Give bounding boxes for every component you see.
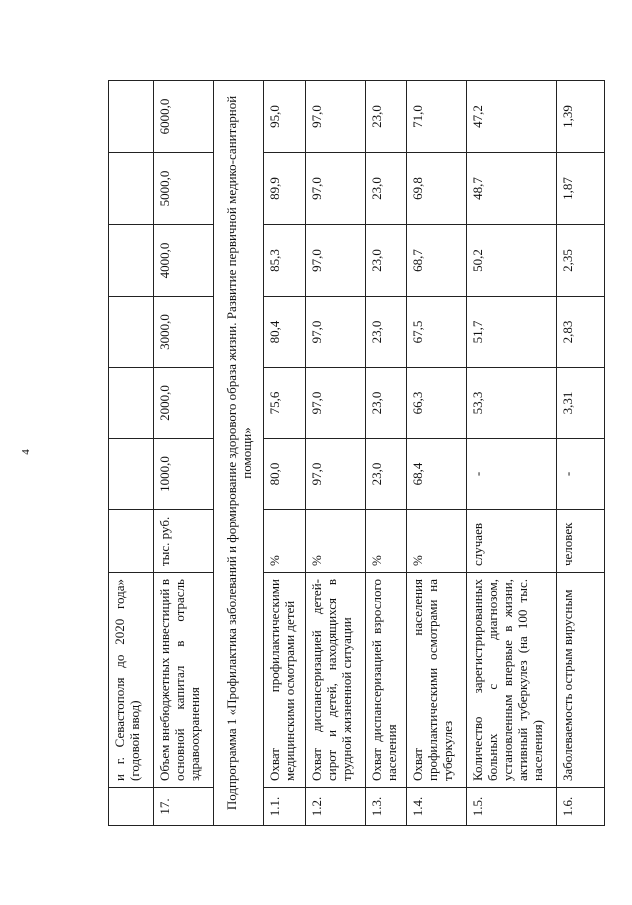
value-cell	[109, 439, 154, 510]
unit-cell: случаев	[467, 510, 557, 573]
value-cell	[109, 153, 154, 225]
row-number: 1.2.	[306, 788, 366, 826]
value-cell: 2000,0	[154, 368, 214, 439]
value-cell	[109, 297, 154, 368]
indicator-name: Охват диспансеризацией взрослого населения	[366, 573, 407, 788]
indicator-name: Объем внебюджетных инвестиций в основной капитал в отрасль здравоохранения	[154, 573, 214, 788]
value-cell: 2,83	[557, 297, 605, 368]
unit-cell: %	[366, 510, 407, 573]
value-cell: 1,39	[557, 81, 605, 153]
value-cell: -	[467, 439, 557, 510]
value-cell: 5000,0	[154, 153, 214, 225]
indicator-name: Охват населения профилактическими осмотрами на туберкулез	[407, 573, 467, 788]
value-cell: 69,8	[407, 153, 467, 225]
value-cell: 1,87	[557, 153, 605, 225]
unit-cell: %	[264, 510, 306, 573]
value-cell: 97,0	[306, 439, 366, 510]
indicator-name: Охват диспансеризацией детей-сирот и детей, находящихся в трудной жизненной ситуации	[306, 573, 366, 788]
table-row	[366, 81, 407, 826]
value-cell: 2,35	[557, 225, 605, 297]
row-number: 1.5.	[467, 788, 557, 826]
value-cell: 85,3	[264, 225, 306, 297]
value-cell: 97,0	[306, 81, 366, 153]
page-number: 4	[20, 449, 32, 455]
value-cell	[109, 225, 154, 297]
row-number: 17.	[154, 788, 214, 826]
value-cell: 3,31	[557, 368, 605, 439]
value-cell: 68,7	[407, 225, 467, 297]
value-cell: 97,0	[306, 225, 366, 297]
value-cell: 48,7	[467, 153, 557, 225]
value-cell: 3000,0	[154, 297, 214, 368]
value-cell: 23,0	[366, 153, 407, 225]
subprogram-title: Подпрограмма 1 «Профилактика заболеваний и формирование здорового образа жизни. Развитие первичной медико-санитарной помощи»	[214, 81, 264, 826]
value-cell: 95,0	[264, 81, 306, 153]
value-cell	[109, 368, 154, 439]
value-cell: 23,0	[366, 297, 407, 368]
value-cell: 51,7	[467, 297, 557, 368]
unit-cell	[109, 510, 154, 573]
table-row	[467, 81, 557, 826]
value-cell	[109, 81, 154, 153]
indicators-table	[108, 80, 605, 826]
value-cell: 23,0	[366, 368, 407, 439]
subprogram-row	[214, 81, 264, 826]
value-cell: 80,0	[264, 439, 306, 510]
rotated-document	[108, 81, 604, 826]
indicator-name: Охват профилактическими медицинскими осмотрами детей	[264, 573, 306, 788]
value-cell: 50,2	[467, 225, 557, 297]
value-cell: 89,9	[264, 153, 306, 225]
value-cell: 97,0	[306, 153, 366, 225]
table-row	[154, 81, 214, 826]
value-cell: 53,3	[467, 368, 557, 439]
table-row	[306, 81, 366, 826]
indicator-name: Количество зарегистрированных больных с диагнозом, установленным впервые в жизни, активный туберкулез (на 100 тыс. населения)	[467, 573, 557, 788]
row-number: 1.3.	[366, 788, 407, 826]
unit-cell: %	[407, 510, 467, 573]
value-cell: 23,0	[366, 81, 407, 153]
value-cell: 97,0	[306, 368, 366, 439]
value-cell: 68,4	[407, 439, 467, 510]
value-cell: 4000,0	[154, 225, 214, 297]
table-row	[407, 81, 467, 826]
table-row	[557, 81, 605, 826]
value-cell: 75,6	[264, 368, 306, 439]
value-cell: 23,0	[366, 439, 407, 510]
indicator-name: и г. Севастополя до 2020 года» (годовой ввод)	[109, 573, 154, 788]
row-number: 1.1.	[264, 788, 306, 826]
indicator-name: Заболеваемость острым вирусным	[557, 573, 605, 788]
value-cell: 6000,0	[154, 81, 214, 153]
value-cell: 1000,0	[154, 439, 214, 510]
value-cell: 97,0	[306, 297, 366, 368]
value-cell: 67,5	[407, 297, 467, 368]
unit-cell: человек	[557, 510, 605, 573]
row-number: 1.4.	[407, 788, 467, 826]
value-cell: 80,4	[264, 297, 306, 368]
table-row	[109, 81, 154, 826]
value-cell: 23,0	[366, 225, 407, 297]
row-number: 1.6.	[557, 788, 605, 826]
unit-cell: тыс. руб.	[154, 510, 214, 573]
table-row	[264, 81, 306, 826]
row-number	[109, 788, 154, 826]
value-cell: -	[557, 439, 605, 510]
unit-cell: %	[306, 510, 366, 573]
value-cell: 47,2	[467, 81, 557, 153]
value-cell: 71,0	[407, 81, 467, 153]
value-cell: 66,3	[407, 368, 467, 439]
